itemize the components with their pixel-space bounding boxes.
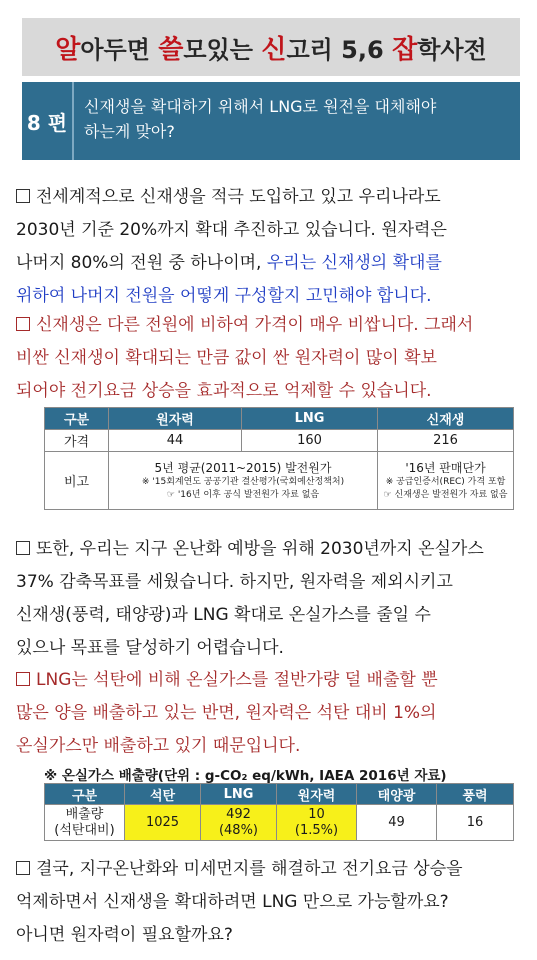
paragraph-line: 아니면 원자력이 필요할까요?	[16, 925, 233, 945]
table-header-row	[45, 408, 514, 430]
episode-banner	[22, 82, 520, 160]
note-line: 5년 평균(2011~2015) 발전원가	[154, 460, 332, 475]
title-char-4: 잡	[392, 34, 418, 65]
cell-line: 492	[226, 806, 251, 822]
paragraph-line: 비싼 신재생이 확대되는 만큼 값이 싼 원자력이 많이 확보	[16, 348, 437, 368]
table-header-cell: 원자력	[277, 784, 357, 805]
checkbox-bullet-icon	[16, 672, 30, 686]
table-cell: 160	[242, 430, 378, 452]
cell-line: (48%)	[218, 822, 259, 838]
series-title	[22, 18, 520, 76]
title-char-2: 쓸	[158, 34, 184, 65]
table-cell	[45, 805, 125, 841]
note-line: ※ 공급인증서(REC) 가격 포함	[385, 476, 506, 487]
cell-line: 배출량	[65, 806, 104, 822]
table-cell	[378, 452, 514, 510]
paragraph-5	[16, 853, 524, 952]
table-row	[45, 452, 514, 510]
paragraph-line: 2030년 기준 20%까지 확대 추진하고 있습니다. 원자력은	[16, 220, 447, 240]
table-header-cell: 석탄	[125, 784, 201, 805]
table-header-cell: LNG	[201, 784, 277, 805]
paragraph-line: 신재생(풍력, 태양광)과 LNG 확대로 온실가스를 줄일 수	[16, 605, 431, 625]
paragraph-line: 결국, 지구온난화와 미세먼지를 해결하고 전기요금 상승을	[36, 859, 463, 879]
title-text-2: 모있는	[183, 35, 262, 64]
table-row	[45, 805, 514, 841]
checkbox-bullet-icon	[16, 861, 30, 875]
table-header-cell: LNG	[242, 408, 378, 430]
table-cell: 가격	[45, 430, 109, 452]
table-header-cell: 풍력	[437, 784, 514, 805]
paragraph-line: 억제하면서 신재생을 확대하려면 LNG 만으로 가능할까요?	[16, 892, 449, 912]
paragraph-1	[16, 181, 524, 313]
emission-note: ※ 온실가스 배출량(단위 : g-CO₂ eq/kWh, IAEA 2016년 자료)	[44, 768, 447, 784]
cell-line: (석탄대비)	[54, 822, 115, 838]
title-char-3: 신	[261, 34, 287, 65]
title-text-3: 고리 5,6	[286, 35, 393, 64]
table-cell: 44	[109, 430, 242, 452]
episode-question-line: 하는게 맞아?	[84, 122, 175, 141]
paragraph-line: 신재생은 다른 전원에 비하여 가격이 매우 비쌉니다. 그래서	[36, 315, 474, 335]
table-header-cell: 구분	[45, 408, 109, 430]
table-cell: 16	[437, 805, 514, 841]
table-cell	[109, 452, 378, 510]
title-char-1: 알	[55, 34, 81, 65]
table-row	[45, 430, 514, 452]
table-cell: 1025	[125, 805, 201, 841]
cell-line: (1.5%)	[294, 822, 339, 838]
table-cell	[201, 805, 277, 841]
paragraph-line: 있으나 목표를 달성하기 어렵습니다.	[16, 638, 284, 658]
cell-line: 10	[308, 806, 325, 822]
paragraph-line: 나머지 80%의 전원 중 하나이며,	[16, 253, 267, 273]
table-header-cell: 태양광	[357, 784, 437, 805]
table-cell: 216	[378, 430, 514, 452]
note-line: ☞ '16년 이후 공식 발전원가 자료 없음	[166, 489, 320, 500]
paragraph-4	[16, 664, 524, 763]
highlight-text-blue: 우리는 신재생의 확대를	[266, 253, 442, 273]
paragraph-line: 37% 감축목표를 세웠습니다. 하지만, 원자력을 제외시키고	[16, 572, 453, 592]
paragraph-line: 되어야 전기요금 상승을 효과적으로 억제할 수 있습니다.	[16, 381, 432, 401]
note-line: '16년 판매단가	[405, 460, 486, 475]
paragraph-2	[16, 309, 524, 408]
episode-question	[74, 82, 520, 160]
paragraph-line: 또한, 우리는 지구 온난화 예방을 위해 2030년까지 온실가스	[36, 539, 484, 559]
table-header-row	[45, 784, 514, 805]
episode-number: 8 편	[22, 82, 74, 160]
note-line: ※ '15회계연도 공공기관 결산평가(국회예산정책처)	[141, 476, 345, 487]
table-header-cell: 신재생	[378, 408, 514, 430]
table-header-cell: 구분	[45, 784, 125, 805]
emission-table	[44, 783, 514, 841]
paragraph-3	[16, 533, 524, 665]
title-text-4: 학사전	[417, 35, 487, 64]
episode-question-line: 신재생을 확대하기 위해서 LNG로 원전을 대체해야	[84, 97, 437, 116]
table-header-cell: 원자력	[109, 408, 242, 430]
note-line: ☞ 신재생은 발전원가 자료 없음	[383, 489, 508, 500]
title-text-1: 아두면	[80, 35, 159, 64]
paragraph-line: 많은 양을 배출하고 있는 반면, 원자력은 석탄 대비 1%의	[16, 703, 437, 723]
checkbox-bullet-icon	[16, 189, 30, 203]
price-table	[44, 407, 514, 510]
checkbox-bullet-icon	[16, 541, 30, 555]
table-cell	[277, 805, 357, 841]
paragraph-line: 온실가스만 배출하고 있기 때문입니다.	[16, 736, 301, 756]
table-cell: 비고	[45, 452, 109, 510]
paragraph-line: 전세계적으로 신재생을 적극 도입하고 있고 우리나라도	[36, 187, 441, 207]
highlight-text-blue: 위하여 나머지 전원을 어떻게 구성할지 고민해야 합니다.	[16, 286, 432, 306]
checkbox-bullet-icon	[16, 317, 30, 331]
table-cell: 49	[357, 805, 437, 841]
paragraph-line: LNG는 석탄에 비해 온실가스를 절반가량 덜 배출할 뿐	[36, 670, 438, 690]
